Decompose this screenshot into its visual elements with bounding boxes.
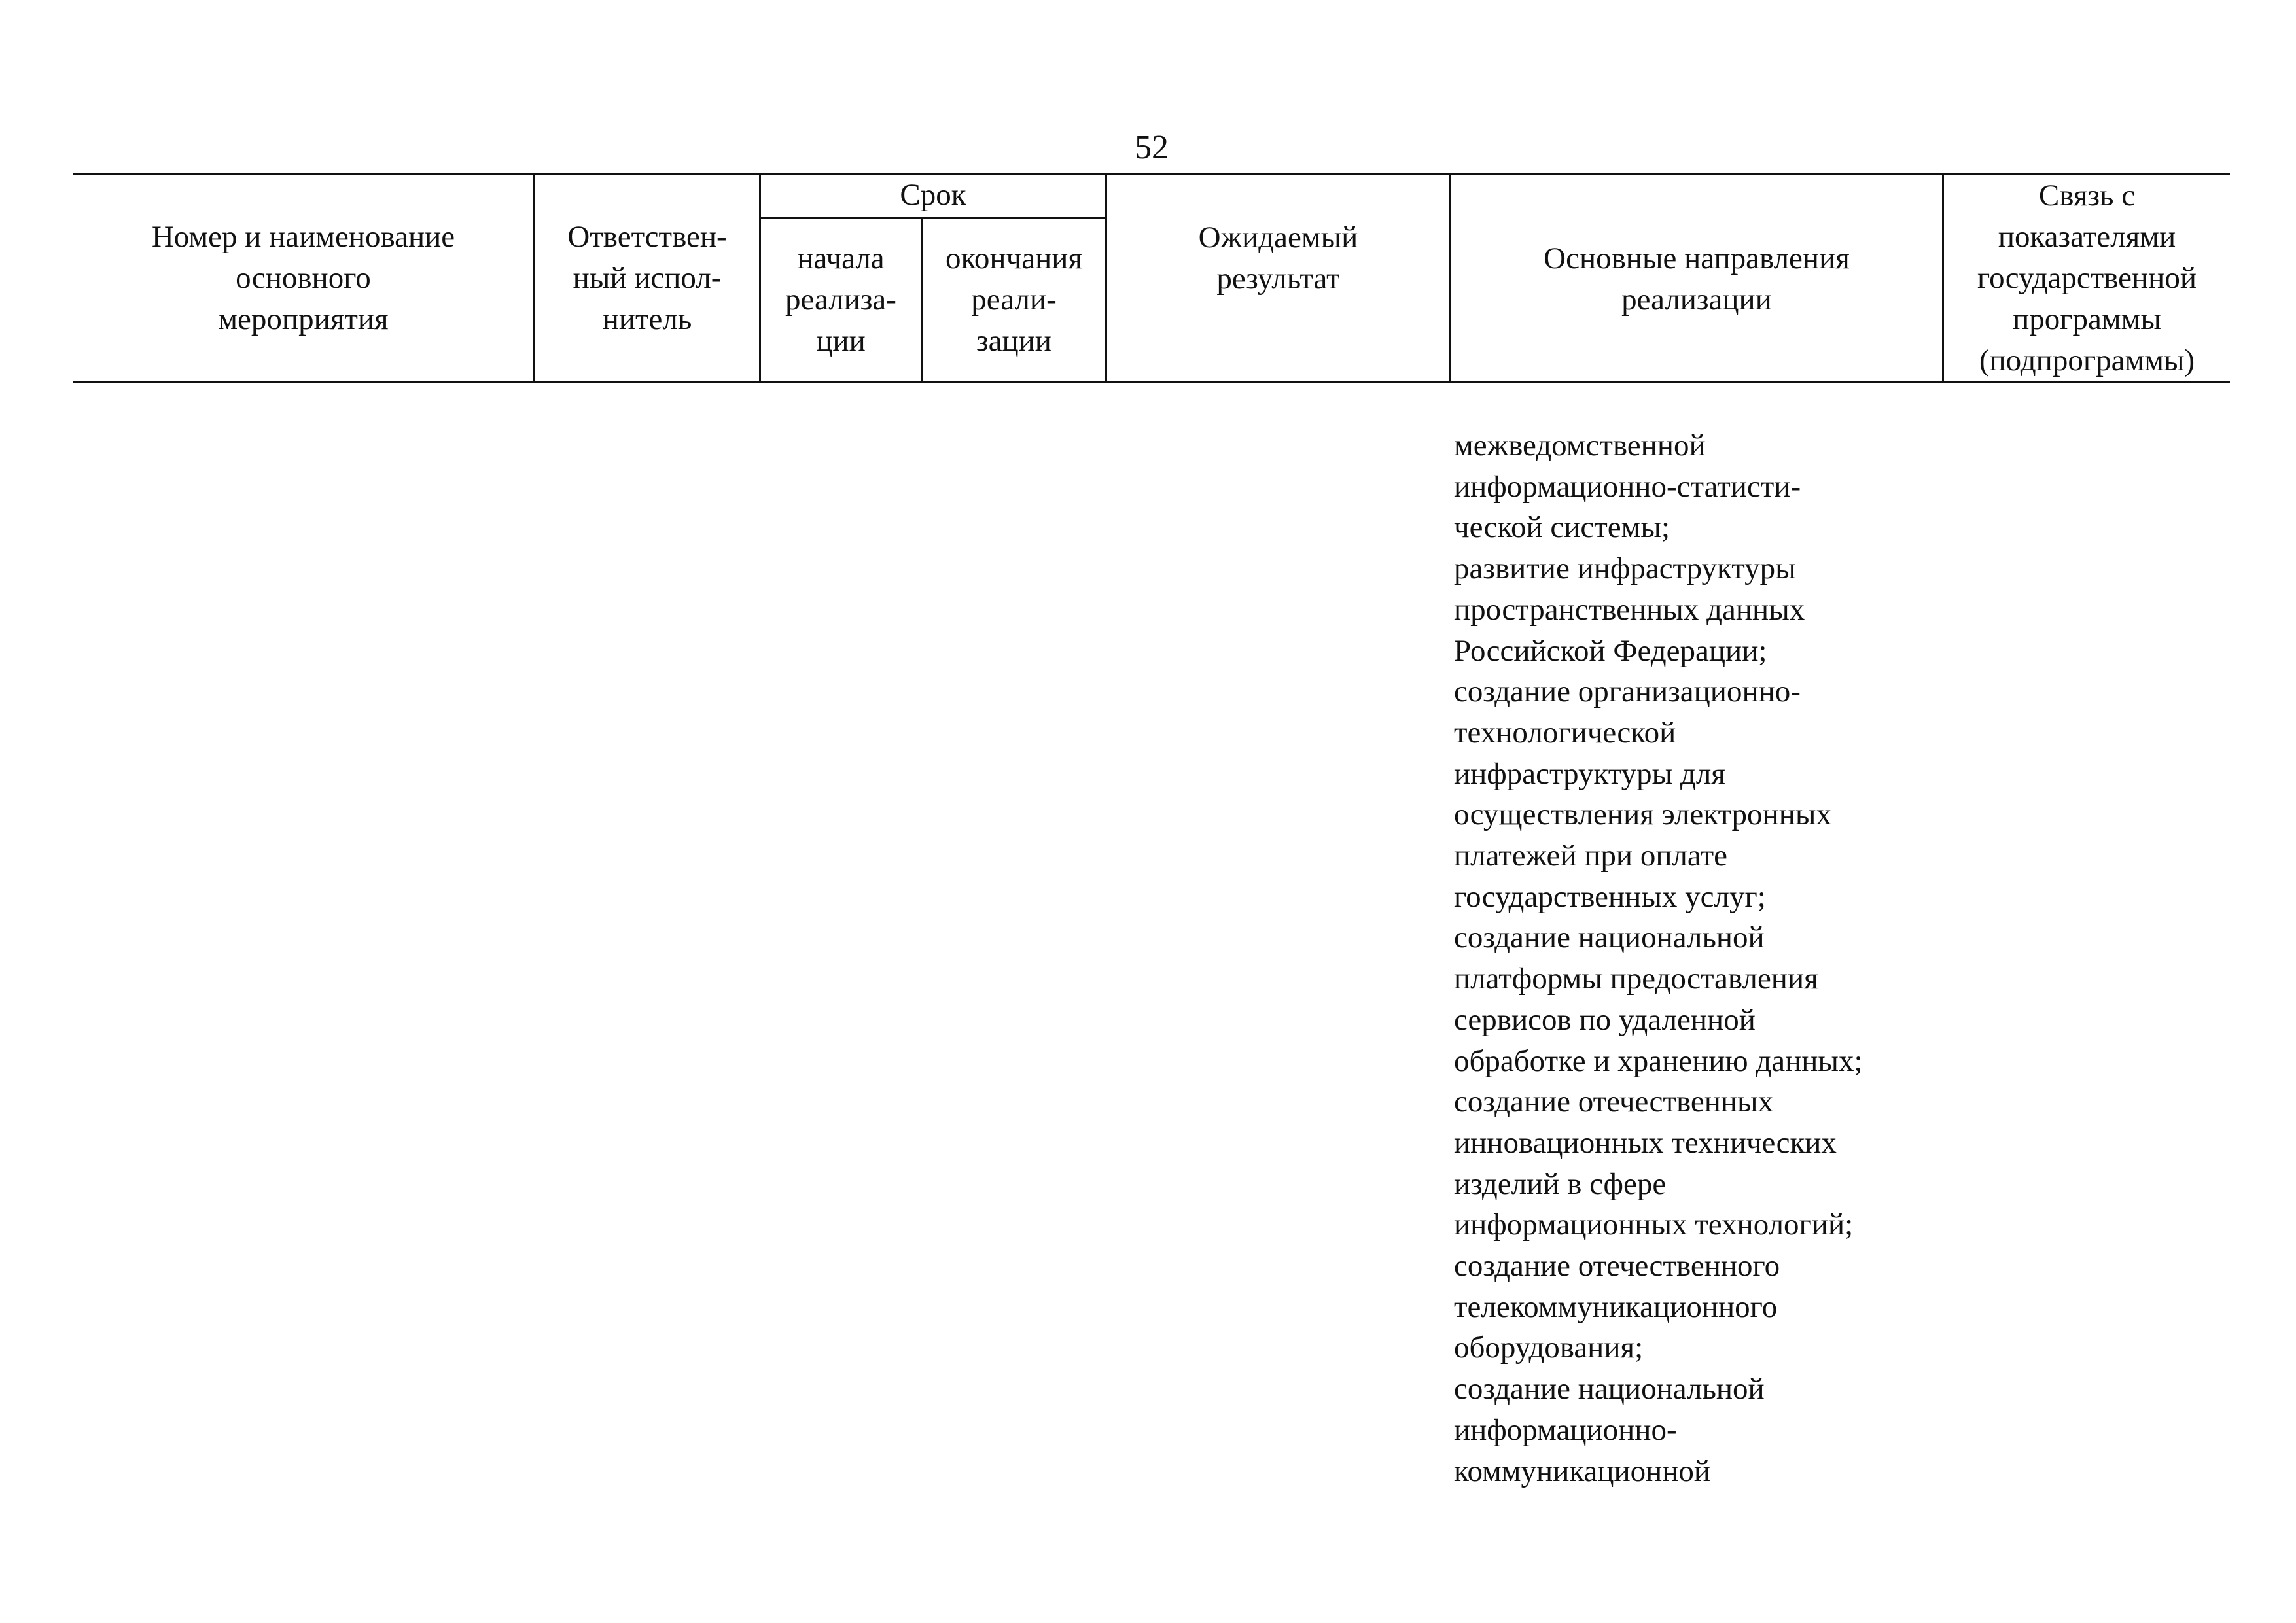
header-responsible-executor: Ответствен- ный испол- нитель (567, 219, 727, 336)
text-line: ческой системы; (1454, 510, 1670, 545)
text-line: государственных услуг; (1454, 879, 1766, 914)
header-event-name: Номер и наименование основного мероприятия (151, 219, 455, 336)
text-line: создание организационно- (1454, 674, 1801, 709)
table-header (73, 173, 2230, 383)
text-line: межведомственной (1454, 428, 1706, 462)
text-line: обработке и хранению данных; (1454, 1043, 1863, 1078)
header-term: Срок (900, 178, 966, 212)
text-line: создание отечественного (1454, 1249, 1780, 1283)
text-line: коммуникационной (1454, 1454, 1711, 1488)
text-line: инфраструктуры для (1454, 756, 1725, 791)
header-term-end: окончания реали- зации (945, 241, 1083, 358)
text-line: создание национальной (1454, 1372, 1765, 1406)
text-line: сервисов по удаленной (1454, 1002, 1756, 1037)
text-line: осуществления электронных (1454, 797, 1831, 832)
text-line: создание национальной (1454, 920, 1765, 955)
main-directions-text (1454, 425, 1951, 1492)
text-line: информационно-статисти- (1454, 469, 1801, 504)
text-line: создание отечественных (1454, 1085, 1774, 1119)
header-indicators-link: Связь с показателями государственной программы (подпрограммы) (1977, 178, 2197, 377)
text-line: пространственных данных (1454, 592, 1805, 627)
text-line: развитие инфраструктуры (1454, 551, 1796, 586)
header-expected-result: Ожидаемый результат (1198, 220, 1358, 296)
text-line: платформы предоставления (1454, 962, 1818, 996)
text-line: информационно- (1454, 1412, 1677, 1447)
text-line: оборудования; (1454, 1331, 1644, 1365)
text-line: Российской Федерации; (1454, 633, 1767, 668)
text-line: информационных технологий; (1454, 1208, 1854, 1242)
text-line: изделий в сфере (1454, 1166, 1667, 1201)
header-main-directions: Основные направления реализации (1544, 241, 1850, 317)
page-number: 52 (1135, 129, 1169, 166)
text-line: инновационных технических (1454, 1125, 1837, 1160)
text-line: платежей при оплате (1454, 839, 1727, 873)
table-header-bottom-border (73, 381, 2230, 383)
text-line: телекоммуникационного (1454, 1289, 1778, 1324)
text-line: технологической (1454, 715, 1676, 750)
header-term-start: начала реализа- ции (785, 241, 896, 358)
